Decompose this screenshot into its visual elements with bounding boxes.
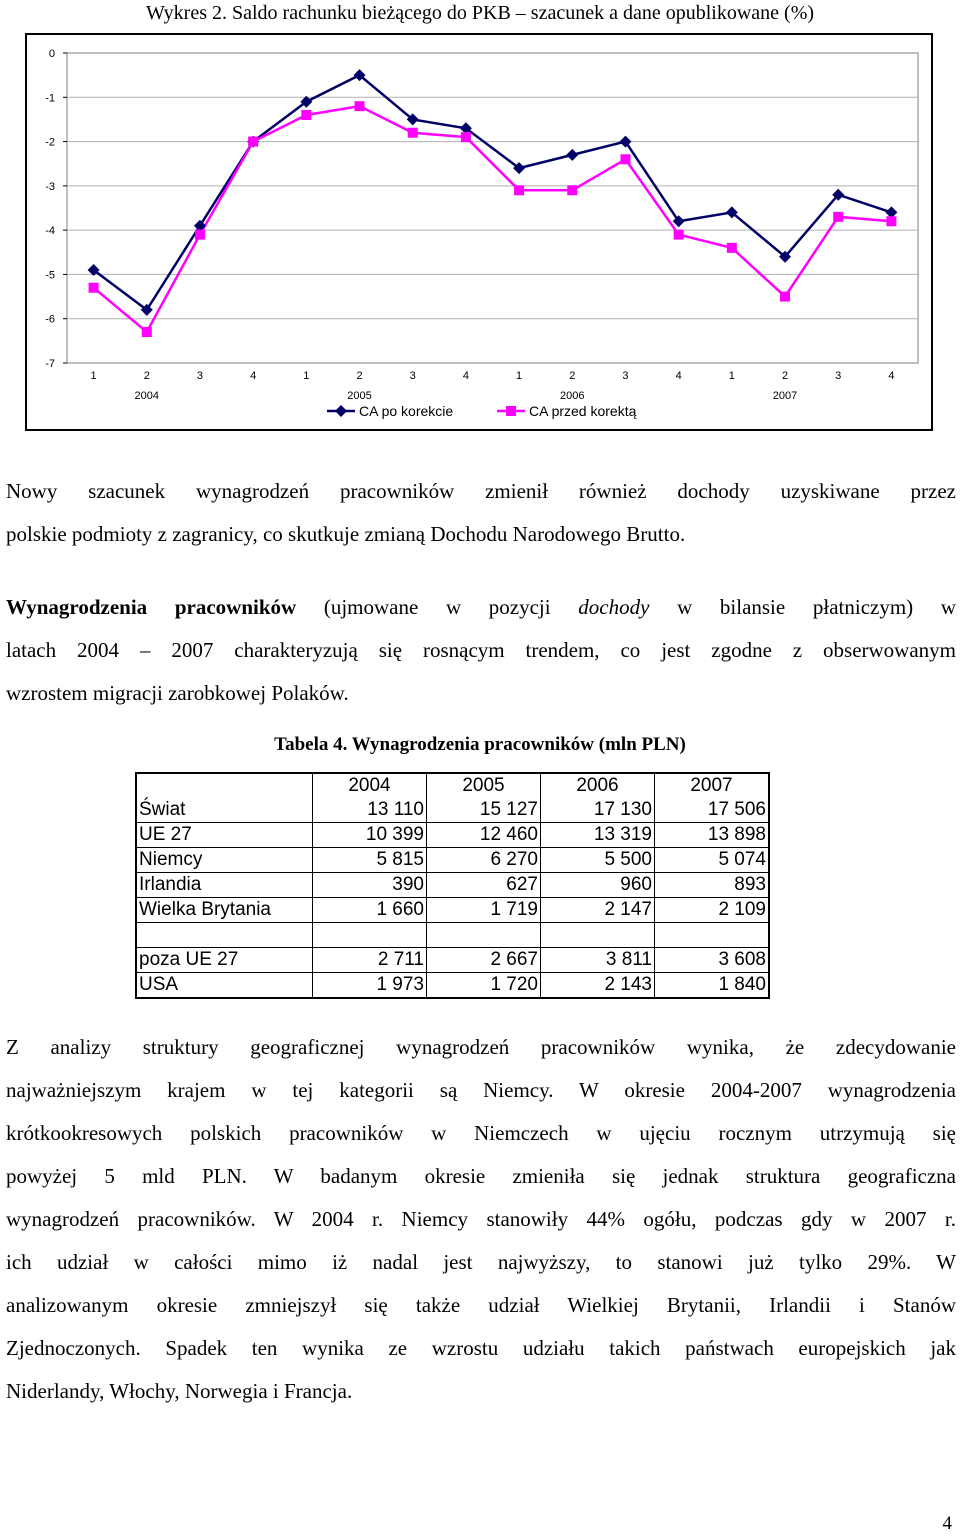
data-point [674, 230, 684, 240]
cell-value: 12 460 [427, 823, 541, 848]
empty-cell [136, 923, 313, 948]
header-year: 2006 [541, 773, 655, 798]
y-tick-label: -5 [45, 269, 55, 282]
text-run: w bilansie płatniczym) w [649, 595, 956, 619]
legend-marker [335, 405, 347, 417]
table-row [136, 898, 769, 923]
y-tick-label: -4 [45, 225, 55, 238]
header-year: 2004 [313, 773, 427, 798]
cell-value: 13 110 [313, 798, 427, 823]
paragraph-line: analizowanym okresie zmniejszył się także udział Wielkiej Brytanii, Irlandii i Stanów [6, 1293, 956, 1317]
cell-value: 2 667 [427, 948, 541, 973]
x-tick-label: 2 [356, 370, 363, 382]
row-label: Niemcy [136, 848, 313, 873]
paragraph-line: najważniejszym krajem w tej kategorii są Niemcy. W okresie 2004-2007 wynagrodzenia [6, 1078, 956, 1102]
cell-value: 2 147 [541, 898, 655, 923]
x-tick-label: 4 [250, 370, 257, 382]
x-tick-label: 3 [409, 370, 416, 382]
wages-table [135, 772, 770, 999]
table-row [136, 973, 769, 999]
italic-term: dochody [578, 595, 650, 619]
x-tick-label: 1 [303, 370, 310, 382]
empty-cell [313, 923, 427, 948]
table-row [136, 948, 769, 973]
table-title [0, 734, 960, 756]
cell-value: 893 [655, 873, 770, 898]
paragraph-line: latach 2004 – 2007 charakteryzują się rosnącym trendem, co jest zgodne z obserwowanym [6, 638, 956, 662]
bold-term: Wynagrodzenia pracowników [6, 595, 297, 619]
paragraph-3 [6, 1026, 956, 1413]
figure-title: Wykres 2. Saldo rachunku bieżącego do PKB – szacunek a dane opublikowane (%) [145, 2, 815, 24]
header-year: 2007 [655, 773, 770, 798]
x-tick-label: 3 [835, 370, 842, 382]
cell-value: 390 [313, 873, 427, 898]
table-row [136, 823, 769, 848]
paragraph-1 [6, 470, 956, 556]
y-tick-label: -3 [45, 180, 55, 193]
data-point [514, 185, 524, 195]
x-year-label: 2006 [560, 390, 585, 402]
x-year-label: 2005 [347, 390, 372, 402]
cell-value: 2 711 [313, 948, 427, 973]
data-point [142, 327, 152, 337]
row-label: UE 27 [136, 823, 313, 848]
paragraph-line: krótkookresowych polskich pracowników w Niemczech w ujęciu rocznym utrzymują się [6, 1121, 956, 1145]
x-year-label: 2007 [772, 390, 798, 402]
paragraph-line: polskie podmioty z zagranicy, co skutkuje zmianą Dochodu Narodowego Brutto. [6, 522, 686, 546]
x-year-label: 2004 [134, 390, 160, 402]
y-tick-label: 0 [48, 48, 55, 60]
line-chart [25, 33, 933, 431]
x-tick-label: 3 [622, 370, 629, 382]
data-point [408, 128, 418, 138]
paragraph-line: Niderlandy, Włochy, Norwegia i Francja. [6, 1379, 353, 1403]
row-label: Świat [136, 798, 313, 823]
y-tick-label: -1 [45, 92, 55, 105]
cell-value: 5 074 [655, 848, 770, 873]
data-point [89, 283, 99, 293]
x-tick-label: 3 [196, 370, 204, 382]
data-point [301, 110, 311, 120]
cell-value: 1 719 [427, 898, 541, 923]
paragraph-line: wzrostem migracji zarobkowej Polaków. [6, 681, 349, 705]
paragraph-line: ich udział w całości mimo iż nadal jest najwyższy, to stanowi już tylko 29%. W [6, 1250, 956, 1274]
paragraph-2 [6, 586, 956, 715]
data-point [886, 216, 896, 226]
data-point [355, 101, 365, 111]
legend-label: CA po korekcie [359, 403, 454, 419]
x-tick-label: 2 [781, 370, 789, 382]
legend-label: CA przed korektą [529, 403, 637, 419]
empty-cell [541, 923, 655, 948]
cell-value: 2 143 [541, 973, 655, 999]
x-tick-label: 1 [728, 370, 735, 382]
paragraph-line: Nowy szacunek wynagrodzeń pracowników zmienił również dochody uzyskiwane przez [6, 479, 956, 503]
table-spacer-row [136, 923, 769, 948]
data-point [833, 212, 843, 222]
data-point [620, 154, 630, 164]
page-number: 4 [942, 1513, 952, 1534]
data-point [727, 243, 737, 253]
x-tick-label: 4 [675, 370, 682, 382]
cell-value: 2 109 [655, 898, 770, 923]
cell-value: 3 608 [655, 948, 770, 973]
cell-value: 1 660 [313, 898, 427, 923]
x-tick-label: 4 [462, 370, 469, 382]
row-label: Irlandia [136, 873, 313, 898]
cell-value: 960 [541, 873, 655, 898]
paragraph-line: powyżej 5 mld PLN. W badanym okresie zmieniła się jednak struktura geograficzna [6, 1164, 956, 1188]
cell-value: 3 811 [541, 948, 655, 973]
y-tick-label: -7 [45, 358, 55, 370]
paragraph-line [6, 586, 956, 629]
empty-cell [427, 923, 541, 948]
cell-value: 13 319 [541, 823, 655, 848]
paragraph-line: wynagrodzeń pracowników. W 2004 r. Niemcy stanowiły 44% ogółu, podczas gdy w 2007 r. [6, 1207, 956, 1231]
empty-cell [655, 923, 770, 948]
row-label: Wielka Brytania [136, 898, 313, 923]
header-empty-cell [136, 773, 313, 798]
cell-value: 15 127 [427, 798, 541, 823]
cell-value: 627 [427, 873, 541, 898]
paragraph-line: Zjednoczonych. Spadek ten wynika ze wzrostu udziału takich państwach europejskich jak [6, 1336, 956, 1360]
x-tick-label: 4 [888, 370, 895, 382]
row-label: poza UE 27 [136, 948, 313, 973]
text-run: (ujmowane w pozycji [296, 595, 579, 619]
cell-value: 5 500 [541, 848, 655, 873]
x-tick-label: 1 [516, 370, 523, 382]
row-label: USA [136, 973, 313, 999]
table-row [136, 798, 769, 823]
plot-area [67, 53, 918, 363]
table-row [136, 873, 769, 898]
table-title-text: Tabela 4. Wynagrodzenia pracowników (mln PLN) [274, 734, 686, 755]
y-tick-label: -6 [45, 313, 55, 326]
chart-svg [27, 35, 931, 429]
data-point [461, 132, 471, 142]
data-point [248, 137, 258, 147]
cell-value: 17 506 [655, 798, 770, 823]
cell-value: 1 973 [313, 973, 427, 999]
y-tick-label: -2 [45, 136, 55, 149]
data-point [567, 185, 577, 195]
header-year: 2005 [427, 773, 541, 798]
cell-value: 1 840 [655, 973, 770, 999]
x-tick-label: 2 [569, 370, 576, 382]
data-point [780, 292, 790, 302]
data-point [195, 230, 205, 240]
cell-value: 17 130 [541, 798, 655, 823]
table-row [136, 848, 769, 873]
cell-value: 10 399 [313, 823, 427, 848]
x-tick-label: 2 [143, 370, 150, 382]
legend-marker [506, 406, 516, 416]
paragraph-line: Z analizy struktury geograficznej wynagrodzeń pracowników wynika, że zdecydowanie [6, 1035, 956, 1059]
cell-value: 5 815 [313, 848, 427, 873]
cell-value: 1 720 [427, 973, 541, 999]
table-header-row [136, 773, 769, 798]
x-tick-label: 1 [90, 370, 97, 382]
cell-value: 13 898 [655, 823, 770, 848]
cell-value: 6 270 [427, 848, 541, 873]
